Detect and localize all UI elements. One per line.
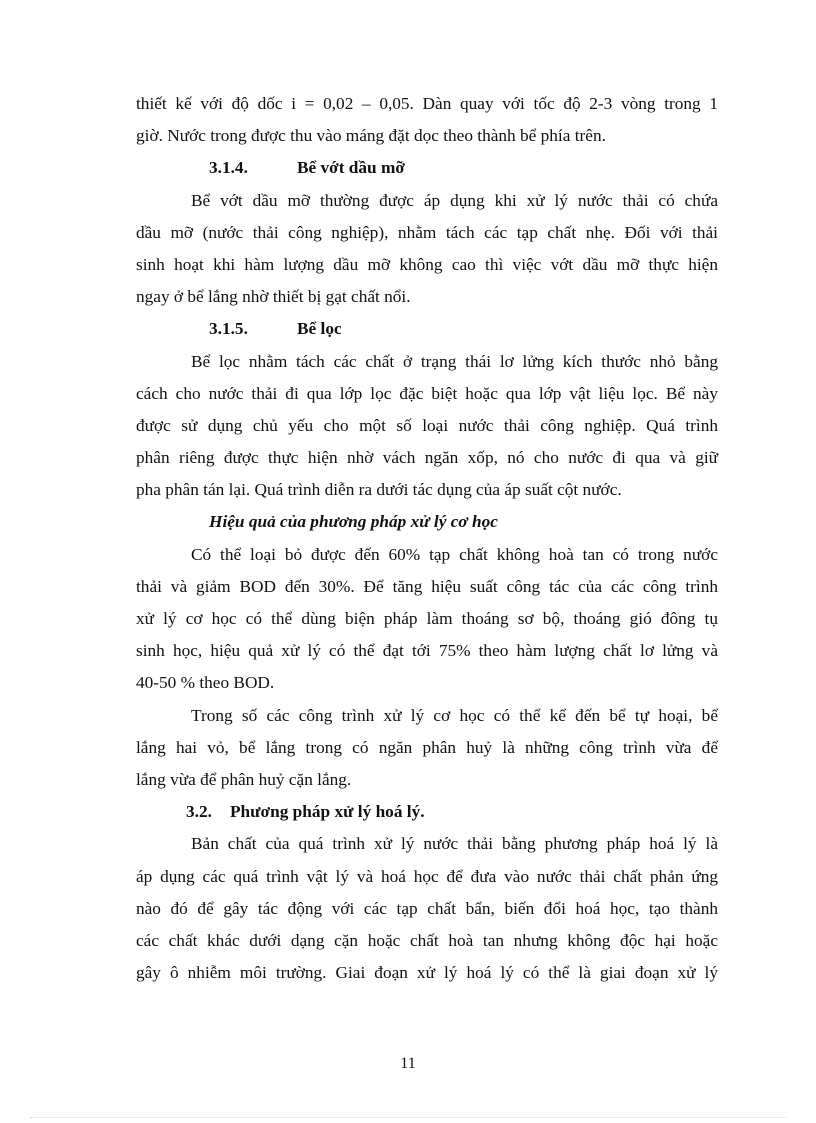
- text-line: Bản chất của quá trình xử lý nước thải bằng phương pháp hoá lý là: [191, 834, 718, 854]
- text-line: sinh học, hiệu quả xử lý có thể đạt tới 75% theo hàm lượng chất lơ lửng và: [136, 641, 718, 661]
- heading-3-1-4: [136, 152, 718, 184]
- heading-3-1-5: [136, 313, 718, 345]
- text-line: pha phân tán lại. Quá trình diễn ra dưới tác dụng của áp suất cột nước.: [136, 480, 622, 500]
- text-line: phân riêng được thực hiện nhờ vách ngăn xốp, nó cho nước đi qua và giữ: [136, 448, 718, 468]
- body-text: [136, 88, 718, 989]
- text-line: dầu mỡ (nước thải công nghiệp), nhằm tách các tạp chất nhẹ. Đối với thải: [136, 222, 718, 242]
- heading-effect: Hiệu quả của phương pháp xử lý cơ học: [209, 512, 498, 532]
- text-line: cách cho nước thải đi qua lớp lọc đặc biệt hoặc qua lớp vật liệu lọc. Bể này: [136, 383, 718, 403]
- text-line: Có thể loại bỏ được đến 60% tạp chất không hoà tan có trong nước: [191, 544, 718, 564]
- heading-number: 3.2.: [186, 802, 212, 822]
- text-line: 40-50 % theo BOD.: [136, 673, 275, 693]
- text-line: lắng vừa để phân huỷ cặn lắng.: [136, 769, 352, 789]
- text-line: xử lý cơ học có thể dùng biện pháp làm thoáng sơ bộ, thoáng gió đông tụ: [136, 609, 718, 628]
- text-line: Bể lọc nhằm tách các chất ở trạng thái lơ lửng kích thước nhỏ bằng: [191, 351, 718, 371]
- text-line: lắng hai vỏ, bể lắng trong có ngăn phân huỷ là những công trình vừa để: [136, 737, 718, 757]
- text-line: thải và giảm BOD đến 30%. Để tăng hiệu suất công tác của các công trình: [136, 576, 718, 596]
- heading-title: Bể lọc: [297, 319, 342, 339]
- text-line: nào đó để gây tác động với các tạp chất bẩn, biến đổi hoá học, tạo thành: [136, 898, 718, 918]
- text-line: áp dụng các quá trình vật lý và hoá học để đưa vào nước thải chất phản ứng: [136, 866, 718, 886]
- heading-3-2: [136, 796, 718, 828]
- page-bottom-divider: [30, 1117, 786, 1118]
- heading-number: 3.1.4.: [209, 158, 248, 178]
- text-line: giờ. Nước trong được thu vào máng đặt dọc theo thành bể phía trên.: [136, 126, 606, 146]
- text-line: Trong số các công trình xử lý cơ học có thể kể đến bể tự hoại, bể: [191, 705, 718, 725]
- text-line: ngay ở bể lắng nhờ thiết bị gạt chất nổi.: [136, 287, 411, 307]
- text-line: Bể vớt dầu mỡ thường được áp dụng khi xử lý nước thải có chứa: [191, 190, 718, 210]
- heading-number: 3.1.5.: [209, 319, 248, 339]
- page-number: 11: [400, 1055, 416, 1072]
- text-line: gây ô nhiễm môi trường. Giai đoạn xử lý hoá lý có thể là giai đoạn xử lý: [136, 963, 718, 983]
- heading-title: Phương pháp xử lý hoá lý.: [230, 802, 425, 822]
- heading-title: Bể vớt dầu mỡ: [297, 158, 405, 178]
- text-line: thiết kế với độ dốc i = 0,02 – 0,05. Dàn quay với tốc độ 2-3 vòng trong 1: [136, 94, 718, 113]
- text-line: được sử dụng chủ yếu cho một số loại nước thải công nghiệp. Quá trình: [136, 415, 718, 435]
- text-line: các chất khác dưới dạng cặn hoặc chất hoà tan nhưng không độc hại hoặc: [136, 930, 718, 950]
- text-line: sinh hoạt khi hàm lượng dầu mỡ không cao thì việc vớt dầu mỡ thực hiện: [136, 254, 718, 274]
